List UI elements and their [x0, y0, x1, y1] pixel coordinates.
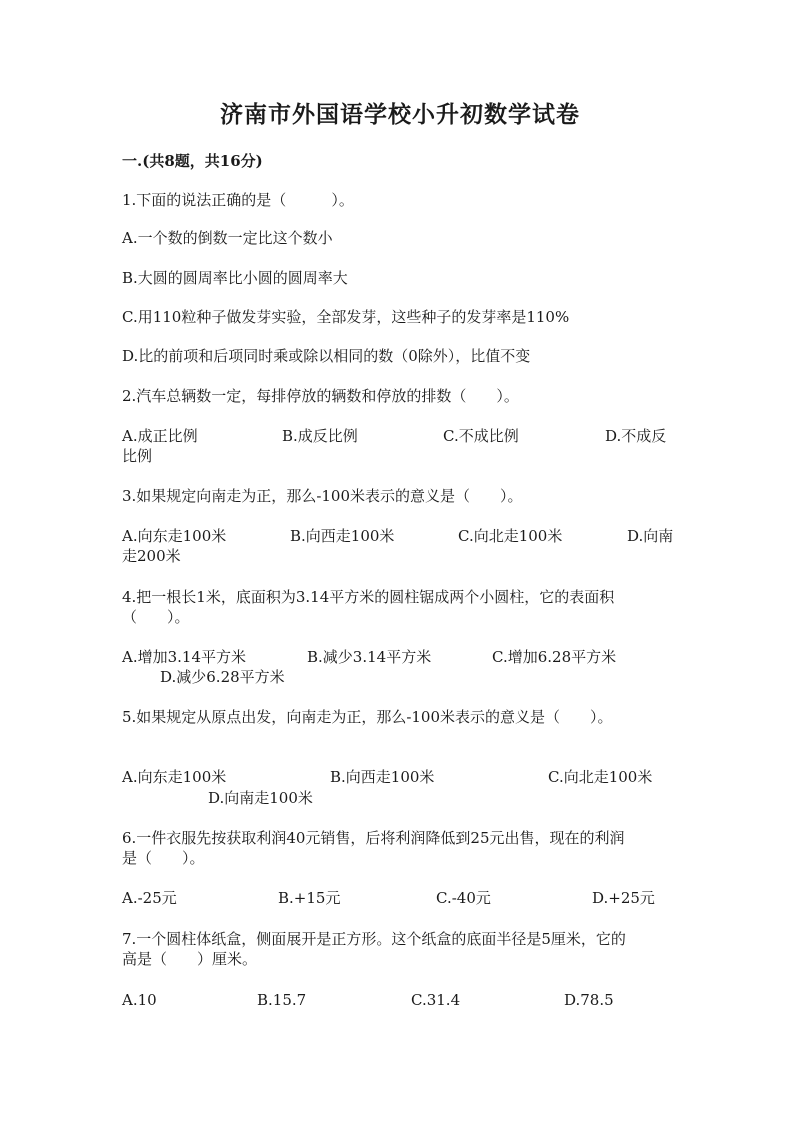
question-3-option-c: C.向北走100米 — [458, 527, 563, 545]
question-6-stem-line-1: 6.一件衣服先按获取利润40元销售，后将利润降低到25元出售，现在的利润 — [122, 829, 625, 847]
question-3-option-b: B.向西走100米 — [290, 527, 395, 545]
question-7-option-c: C.31.4 — [411, 991, 461, 1009]
question-2-option-d: D.不成反 — [605, 427, 667, 445]
question-3-option-d: D.向南 — [627, 527, 674, 545]
question-5-option-c: C.向北走100米 — [548, 768, 653, 786]
section-header: 一.(共8题，共16分) — [122, 152, 263, 170]
question-4-option-c: C.增加6.28平方米 — [492, 648, 617, 666]
question-1-option-b: B.大圆的圆周率比小圆的圆周率大 — [122, 269, 348, 287]
question-3-stem: 3.如果规定向南走为正，那么-100米表示的意义是（ ）。 — [122, 487, 523, 505]
question-3-option-a: A.向东走100米 — [122, 527, 227, 545]
question-2-option-b: B.成反比例 — [282, 427, 358, 445]
question-6-option-d: D.+25元 — [592, 889, 655, 907]
question-4-stem-line-2: （ ）。 — [122, 608, 190, 626]
question-4-option-a: A.增加3.14平方米 — [122, 648, 246, 666]
question-5-option-b: B.向西走100米 — [330, 768, 435, 786]
question-7-option-a: A.10 — [122, 991, 157, 1009]
question-4-stem-line-1: 4.把一根长1米，底面积为3.14平方米的圆柱锯成两个小圆柱，它的表面积 — [122, 588, 615, 606]
question-7-option-d: D.78.5 — [564, 991, 614, 1009]
question-6-stem-line-2: 是（ ）。 — [122, 849, 205, 867]
question-7-stem-line-2: 高是（ ）厘米。 — [122, 950, 258, 968]
question-1-option-a: A.一个数的倒数一定比这个数小 — [122, 229, 333, 247]
question-2-option-c: C.不成比例 — [443, 427, 519, 445]
question-6-option-c: C.-40元 — [436, 889, 491, 907]
question-5-option-a: A.向东走100米 — [122, 768, 227, 786]
question-5-stem: 5.如果规定从原点出发，向南走为正，那么-100米表示的意义是（ ）。 — [122, 708, 613, 726]
exam-title: 济南市外国语学校小升初数学试卷 — [220, 101, 580, 128]
question-4-option-b: B.减少3.14平方米 — [307, 648, 432, 666]
question-6-option-a: A.-25元 — [122, 889, 177, 907]
question-2-stem: 2.汽车总辆数一定，每排停放的辆数和停放的排数（ ）。 — [122, 387, 519, 405]
question-1-stem: 1.下面的说法正确的是（ ）。 — [122, 191, 354, 209]
question-7-stem-line-1: 7.一个圆柱体纸盒，侧面展开是正方形。这个纸盒的底面半径是5厘米，它的 — [122, 930, 626, 948]
question-5-option-d: D.向南走100米 — [208, 789, 313, 807]
question-4-option-d: D.减少6.28平方米 — [160, 668, 285, 686]
question-2-option-a: A.成正比例 — [122, 427, 198, 445]
question-3-option-d-wrap: 走200米 — [122, 547, 181, 565]
question-1-option-c: C.用110粒种子做发芽实验，全部发芽，这些种子的发芽率是110% — [122, 308, 570, 326]
question-6-option-b: B.+15元 — [278, 889, 341, 907]
question-1-option-d: D.比的前项和后项同时乘或除以相同的数（0除外），比值不变 — [122, 347, 531, 365]
question-2-option-d-wrap: 比例 — [122, 447, 153, 465]
question-7-option-b: B.15.7 — [257, 991, 307, 1009]
